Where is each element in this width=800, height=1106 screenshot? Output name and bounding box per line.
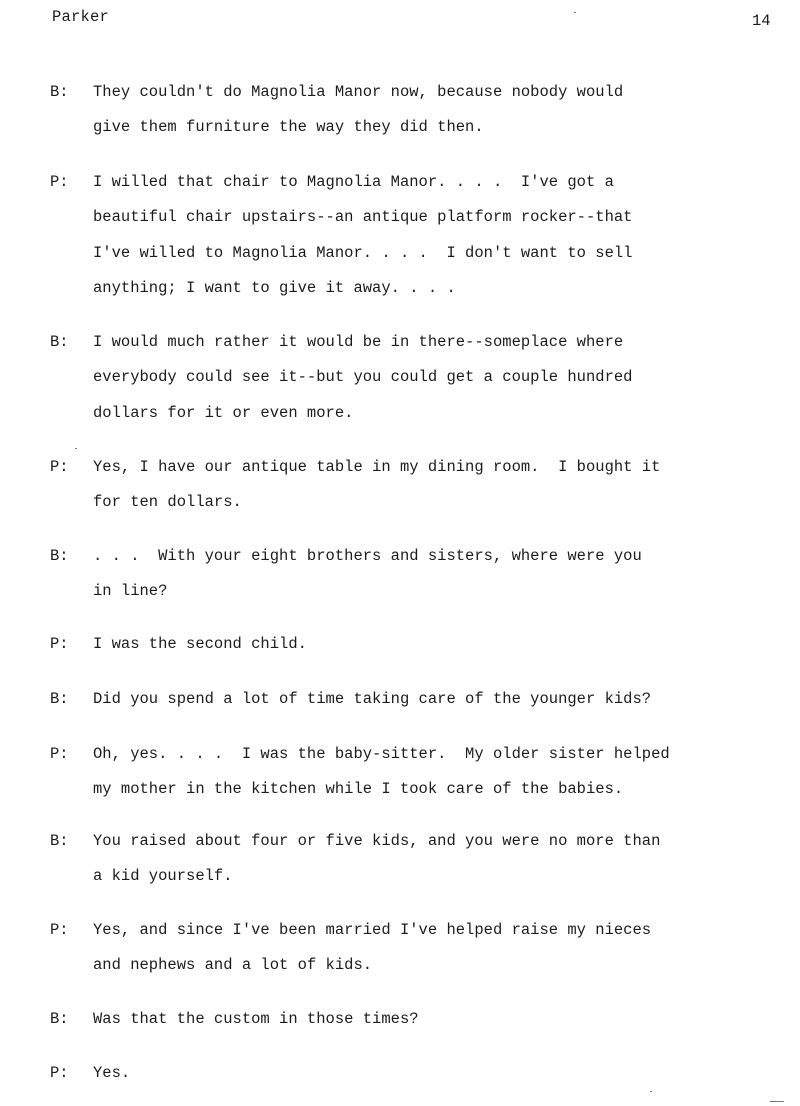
speaker-label: B: xyxy=(50,832,69,850)
dialogue-line: and nephews and a lot of kids. xyxy=(93,956,373,974)
dialogue-line: anything; I want to give it away. . . . xyxy=(93,279,456,297)
header-interviewee-name: Parker xyxy=(52,8,110,26)
speaker-label: B: xyxy=(50,547,69,565)
dialogue-line: I would much rather it would be in there--someplace where xyxy=(93,333,624,351)
speaker-label: B: xyxy=(50,83,69,101)
speaker-label: B: xyxy=(50,690,69,708)
page-number: 14 xyxy=(752,12,771,30)
dialogue-line: beautiful chair upstairs--an antique platform rocker--that xyxy=(93,208,633,226)
dialogue-line: my mother in the kitchen while I took care of the babies. xyxy=(93,780,624,798)
scan-speck xyxy=(650,1091,652,1092)
dialogue-line: Yes, I have our antique table in my dining room. I bought it xyxy=(93,458,661,476)
scan-speck xyxy=(574,12,576,13)
dialogue-line: Yes, and since I've been married I've helped raise my nieces xyxy=(93,921,652,939)
dialogue-line: I willed that chair to Magnolia Manor. . . . I've got a xyxy=(93,173,614,191)
scan-speck xyxy=(75,448,77,449)
dialogue-line: Oh, yes. . . . I was the baby-sitter. My older sister helped xyxy=(93,745,670,763)
scan-speck xyxy=(770,1101,784,1102)
dialogue-line: Did you spend a lot of time taking care of the younger kids? xyxy=(93,690,652,708)
dialogue-line: You raised about four or five kids, and you were no more than xyxy=(93,832,661,850)
dialogue-line: in line? xyxy=(93,582,168,600)
speaker-label: P: xyxy=(50,173,69,191)
dialogue-line: I've willed to Magnolia Manor. . . . I don't want to sell xyxy=(93,244,633,262)
speaker-label: P: xyxy=(50,745,69,763)
dialogue-line: a kid yourself. xyxy=(93,867,233,885)
dialogue-line: for ten dollars. xyxy=(93,493,242,511)
dialogue-line: give them furniture the way they did then. xyxy=(93,118,484,136)
speaker-label: B: xyxy=(50,1010,69,1028)
dialogue-line: dollars for it or even more. xyxy=(93,404,354,422)
speaker-label: P: xyxy=(50,458,69,476)
dialogue-line: Was that the custom in those times? xyxy=(93,1010,419,1028)
dialogue-line: everybody could see it--but you could get a couple hundred xyxy=(93,368,633,386)
dialogue-line: . . . With your eight brothers and sisters, where were you xyxy=(93,547,642,565)
speaker-label: P: xyxy=(50,635,69,653)
speaker-label: B: xyxy=(50,333,69,351)
speaker-label: P: xyxy=(50,921,69,939)
dialogue-line: They couldn't do Magnolia Manor now, because nobody would xyxy=(93,83,624,101)
dialogue-line: Yes. xyxy=(93,1064,131,1082)
dialogue-line: I was the second child. xyxy=(93,635,307,653)
speaker-label: P: xyxy=(50,1064,69,1082)
